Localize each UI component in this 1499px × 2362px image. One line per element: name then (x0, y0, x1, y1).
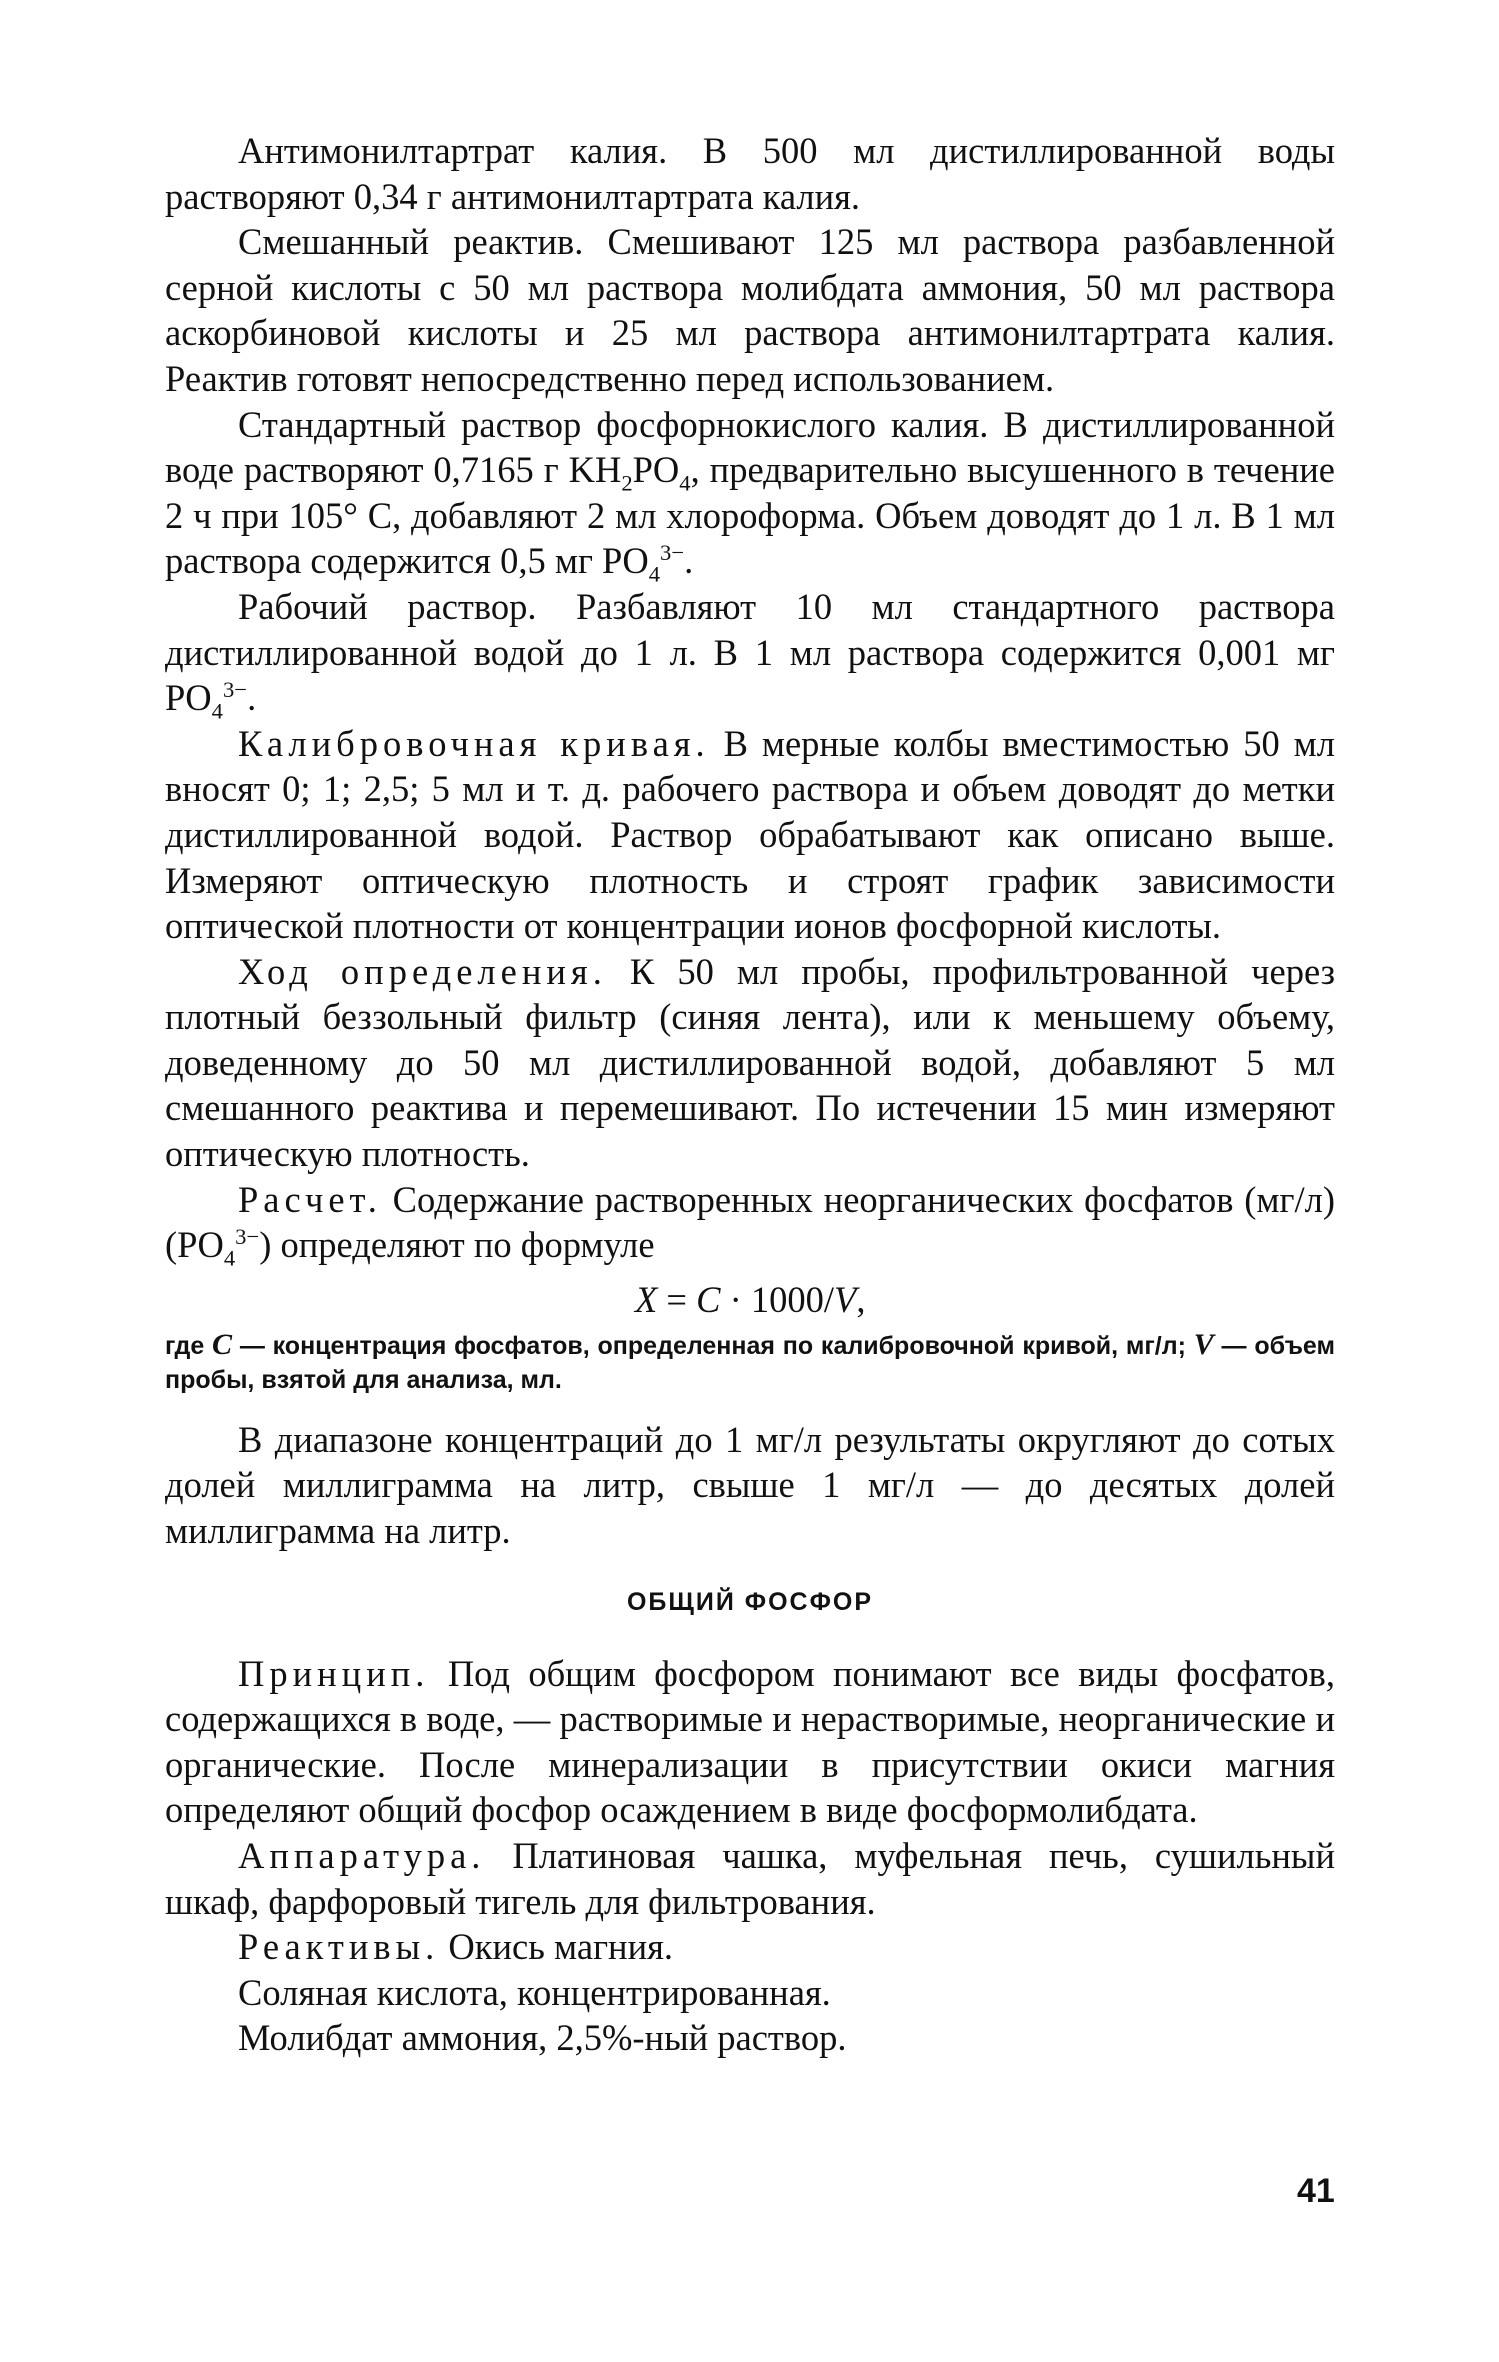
subscript: 4 (648, 561, 661, 587)
formula-equals: = (657, 1278, 697, 1320)
paragraph-calculation (165, 1177, 1335, 1271)
paragraph-procedure (165, 949, 1335, 1177)
calibration-curve-label: Калибровочная кривая. (238, 722, 710, 764)
section-heading: ОБЩИЙ ФОСФОР (626, 1587, 874, 1616)
legend-v-text: — объем пробы, взятой для анализа, мл. (165, 1331, 1335, 1394)
paragraph-apparatus (165, 1833, 1335, 1924)
legend-v: V (1193, 1327, 1214, 1361)
paragraph-rounding: В диапазоне концентраций до 1 мг/л результаты округляют до сотых долей миллиграмма на литр, свыше 1 мг/л — до десятых долей миллиграмма на литр. (165, 1418, 1335, 1552)
standard-solution-text-b: PO (632, 449, 680, 491)
paragraph-principle (165, 1651, 1335, 1833)
legend-c-text: — концентрация фосфатов, определенная по калибровочной кривой, мг/л; (232, 1331, 1194, 1360)
calibration-curve-text: В мерные колбы вместимостью 50 мл вносят 0; 1; 2,5; 5 мл и т. д. рабочего раствора и объем доводят до метки дистиллированной водой. Раствор обрабатывают как описано выше. Измеряют оптическую плотность и строят график зависимости оптической плотности от концентрации ионов фосфорной кислоты. (165, 722, 1335, 947)
working-solution-text-a: Рабочий раствор. Разбавляют 10 мл стандартного раствора дистиллированной водой до 1 л. В 1 мл раствора содержится 0,001 мг PO (165, 585, 1335, 719)
legend-where: где (165, 1331, 213, 1360)
paragraph-mixed-reagent: Смешанный реактив. Смешивают 125 мл раствора разбавленной серной кислоты с 50 мл раствора молибдата аммония, 50 мл раствора аскорбиновой кислоты и 25 мл раствора антимонилтартрата калия. Реактив готовят непосредственно перед использованием. (165, 221, 1335, 399)
subscript: 4 (223, 1245, 236, 1271)
legend-c: C (212, 1327, 233, 1361)
calculation-text-a: Содержание растворенных неорганических фосфатов (мг/л) (PO (165, 1178, 1335, 1266)
formula (165, 1276, 1335, 1324)
page-number: 41 (1297, 2172, 1335, 2210)
calculation-text-b: ) определяют по формуле (259, 1224, 655, 1266)
reagents-label: Реактивы. (238, 1926, 440, 1968)
reagents-text: Окись магния. (439, 1926, 674, 1968)
superscript: 3− (660, 540, 685, 566)
page-body (165, 128, 1335, 2061)
standard-solution-text-d: . (684, 540, 694, 582)
formula-v: V (834, 1278, 857, 1320)
superscript: 3− (222, 676, 248, 702)
standard-solution-text-c: , предварительно высушенного в течение 2 ч при 105° C, добавляют 2 мл хлороформа. Объем доводят до 1 л. В 1 мл раствора содержится 0,5 мг PO (165, 449, 1335, 582)
paragraph-standard-solution (165, 402, 1335, 587)
formula-legend (165, 1328, 1335, 1397)
formula-comma: , (856, 1278, 866, 1320)
paragraph-working-solution (165, 584, 1335, 724)
formula-c: C (696, 1278, 721, 1320)
procedure-label: Ход определения. (238, 950, 607, 992)
subscript: 2 (621, 470, 633, 496)
procedure-text: К 50 мл пробы, профильтрованной через плотный беззольный фильтр (синяя лента), или к меньшему объему, доведенному до 50 мл дистиллированной водой, добавляют 5 мл смешанного реактива и перемешивают. По истечении 15 мин измеряют оптическую плотность. (165, 950, 1336, 1175)
subscript: 4 (211, 698, 223, 724)
paragraph-hydrochloric-acid: Соляная кислота, концентрированная. (238, 1971, 831, 2013)
apparatus-label: Аппаратура. (238, 1835, 486, 1876)
principle-text: Под общим фосфором понимают все виды фосфатов, содержащихся в воде, — растворимые и нерастворимые, неорганические и органические. После минерализации в присутствии окиси магния определяют общий фосфор осаждением в виде фосформолибдата. (165, 1652, 1335, 1831)
paragraph-potassium-antimonyl-tartrate: Антимонилтартрат калия. В 500 мл дистиллированной воды растворяют 0,34 г антимонилтартрата калия. (165, 130, 1335, 217)
calculation-label: Расчет. (238, 1178, 382, 1220)
principle-label: Принцип. (238, 1652, 430, 1694)
paragraph-reagents (165, 1924, 1335, 1970)
formula-x: X (635, 1278, 658, 1320)
subscript: 4 (679, 470, 691, 496)
apparatus-text: Платиновая чашка, муфельная печь, сушильный шкаф, фарфоровый тигель для фильтрования. (165, 1835, 1335, 1922)
paragraph-ammonium-molybdate: Молибдат аммония, 2,5%-ный раствор. (238, 2017, 847, 2059)
working-solution-text-b: . (247, 677, 257, 719)
formula-factor: · 1000/ (720, 1278, 835, 1320)
standard-solution-text-a: Стандартный раствор фосфорнокислого калия. В дистиллированной воде растворяют 0,7165 г KH (165, 403, 1335, 491)
paragraph-calibration-curve (165, 721, 1335, 949)
superscript: 3− (235, 1224, 260, 1250)
